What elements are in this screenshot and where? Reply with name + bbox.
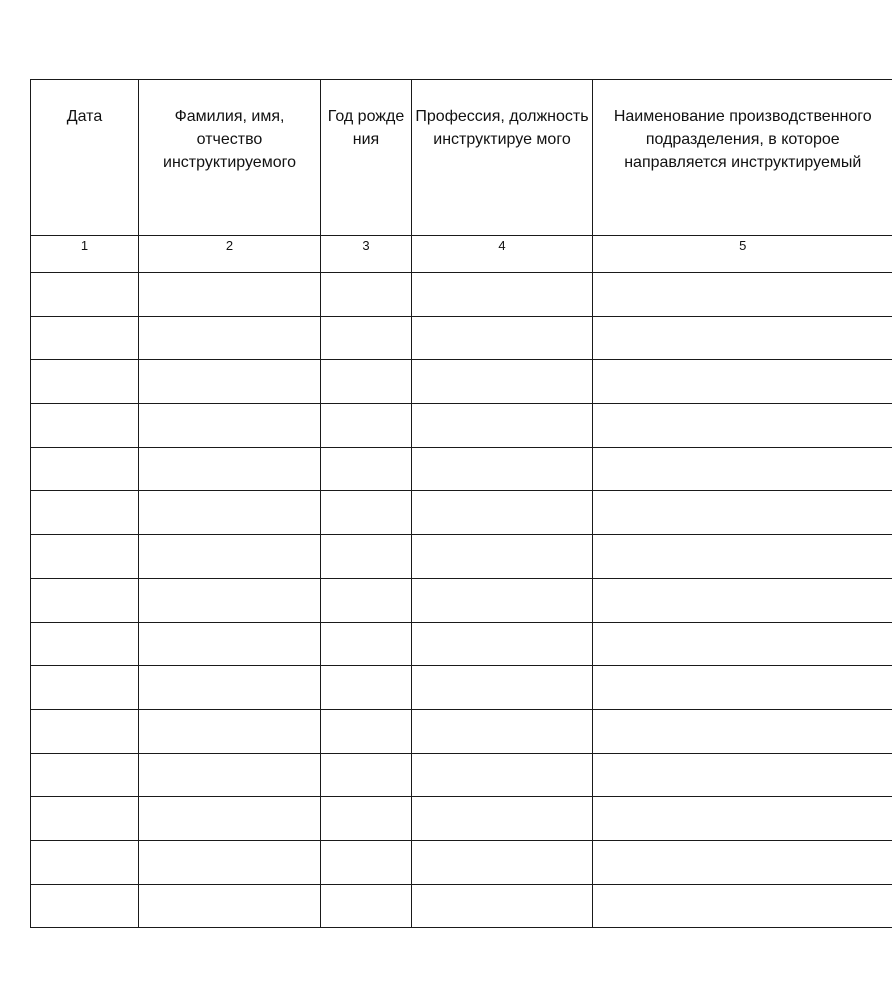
- table-cell[interactable]: [321, 666, 412, 710]
- table-cell[interactable]: [593, 797, 892, 841]
- table-cell[interactable]: [31, 578, 139, 622]
- table-cell[interactable]: [139, 797, 321, 841]
- table-cell[interactable]: [412, 709, 593, 753]
- column-number: 4: [412, 236, 593, 273]
- table-cell[interactable]: [593, 840, 892, 884]
- table-cell[interactable]: [139, 447, 321, 491]
- table-cell[interactable]: [412, 666, 593, 710]
- table-cell[interactable]: [321, 622, 412, 666]
- table-cell[interactable]: [593, 360, 892, 404]
- table-row: [31, 273, 892, 317]
- table-cell[interactable]: [31, 797, 139, 841]
- header-profession: Профессия, должность инструктируе мого: [412, 80, 593, 236]
- table-row: [31, 884, 892, 928]
- table-cell[interactable]: [321, 884, 412, 928]
- table-cell[interactable]: [31, 666, 139, 710]
- table-cell[interactable]: [593, 447, 892, 491]
- table-row: [31, 491, 892, 535]
- table-cell[interactable]: [139, 273, 321, 317]
- table-cell[interactable]: [321, 316, 412, 360]
- table-cell[interactable]: [321, 535, 412, 579]
- table-row: [31, 316, 892, 360]
- column-number: 3: [321, 236, 412, 273]
- table-cell[interactable]: [139, 666, 321, 710]
- table-cell[interactable]: [593, 753, 892, 797]
- table-cell[interactable]: [139, 622, 321, 666]
- table-cell[interactable]: [31, 884, 139, 928]
- header-birth-year: Год рожде ния: [321, 80, 412, 236]
- column-number: 5: [593, 236, 892, 273]
- briefing-journal-table: [30, 79, 892, 928]
- table-row: [31, 404, 892, 448]
- table-cell[interactable]: [412, 491, 593, 535]
- table-cell[interactable]: [321, 709, 412, 753]
- table-cell[interactable]: [31, 840, 139, 884]
- header-full-name: Фамилия, имя, отчество инструктируемого: [139, 80, 321, 236]
- header-department: Наименование производственного подразделения, в которое направляется инструктируемый: [593, 80, 892, 236]
- table-cell[interactable]: [31, 491, 139, 535]
- table-cell[interactable]: [139, 535, 321, 579]
- table-cell[interactable]: [31, 535, 139, 579]
- table-cell[interactable]: [321, 840, 412, 884]
- table-cell[interactable]: [593, 578, 892, 622]
- table-cell[interactable]: [593, 316, 892, 360]
- table-cell[interactable]: [593, 491, 892, 535]
- table-cell[interactable]: [31, 622, 139, 666]
- table-cell[interactable]: [412, 578, 593, 622]
- table-cell[interactable]: [321, 447, 412, 491]
- table-cell[interactable]: [321, 273, 412, 317]
- table-cell[interactable]: [412, 404, 593, 448]
- table-cell[interactable]: [139, 491, 321, 535]
- column-number-row: [31, 236, 892, 273]
- table-row: [31, 753, 892, 797]
- table-cell[interactable]: [31, 273, 139, 317]
- table-cell[interactable]: [321, 753, 412, 797]
- table-row: [31, 535, 892, 579]
- table-cell[interactable]: [139, 884, 321, 928]
- header-date: Дата: [31, 80, 139, 236]
- table-row: [31, 840, 892, 884]
- table-cell[interactable]: [412, 840, 593, 884]
- table-cell[interactable]: [593, 535, 892, 579]
- table-cell[interactable]: [593, 884, 892, 928]
- table-cell[interactable]: [321, 491, 412, 535]
- table-row: [31, 360, 892, 404]
- table-cell[interactable]: [139, 316, 321, 360]
- table-cell[interactable]: [412, 884, 593, 928]
- table-cell[interactable]: [139, 709, 321, 753]
- table-cell[interactable]: [321, 578, 412, 622]
- table-row: [31, 666, 892, 710]
- table-cell[interactable]: [412, 797, 593, 841]
- table-cell[interactable]: [412, 447, 593, 491]
- table-row: [31, 622, 892, 666]
- table-cell[interactable]: [31, 447, 139, 491]
- table-cell[interactable]: [31, 360, 139, 404]
- table-cell[interactable]: [412, 622, 593, 666]
- table-row: [31, 578, 892, 622]
- table-cell[interactable]: [412, 753, 593, 797]
- table-cell[interactable]: [31, 709, 139, 753]
- table-cell[interactable]: [31, 316, 139, 360]
- journal-sheet: [30, 79, 892, 928]
- table-row: [31, 709, 892, 753]
- table-row: [31, 447, 892, 491]
- table-cell[interactable]: [321, 404, 412, 448]
- table-cell[interactable]: [412, 273, 593, 317]
- table-cell[interactable]: [593, 404, 892, 448]
- table-cell[interactable]: [412, 535, 593, 579]
- table-cell[interactable]: [593, 666, 892, 710]
- table-cell[interactable]: [593, 273, 892, 317]
- table-cell[interactable]: [139, 753, 321, 797]
- table-cell[interactable]: [139, 360, 321, 404]
- table-cell[interactable]: [321, 360, 412, 404]
- table-cell[interactable]: [593, 622, 892, 666]
- table-cell[interactable]: [139, 404, 321, 448]
- table-cell[interactable]: [412, 316, 593, 360]
- table-cell[interactable]: [139, 840, 321, 884]
- table-row: [31, 797, 892, 841]
- table-cell[interactable]: [31, 753, 139, 797]
- column-number: 2: [139, 236, 321, 273]
- table-cell[interactable]: [593, 709, 892, 753]
- table-header-row: [31, 80, 892, 236]
- table-cell[interactable]: [412, 360, 593, 404]
- table-cell[interactable]: [321, 797, 412, 841]
- table-cell[interactable]: [31, 404, 139, 448]
- table-cell[interactable]: [139, 578, 321, 622]
- column-number: 1: [31, 236, 139, 273]
